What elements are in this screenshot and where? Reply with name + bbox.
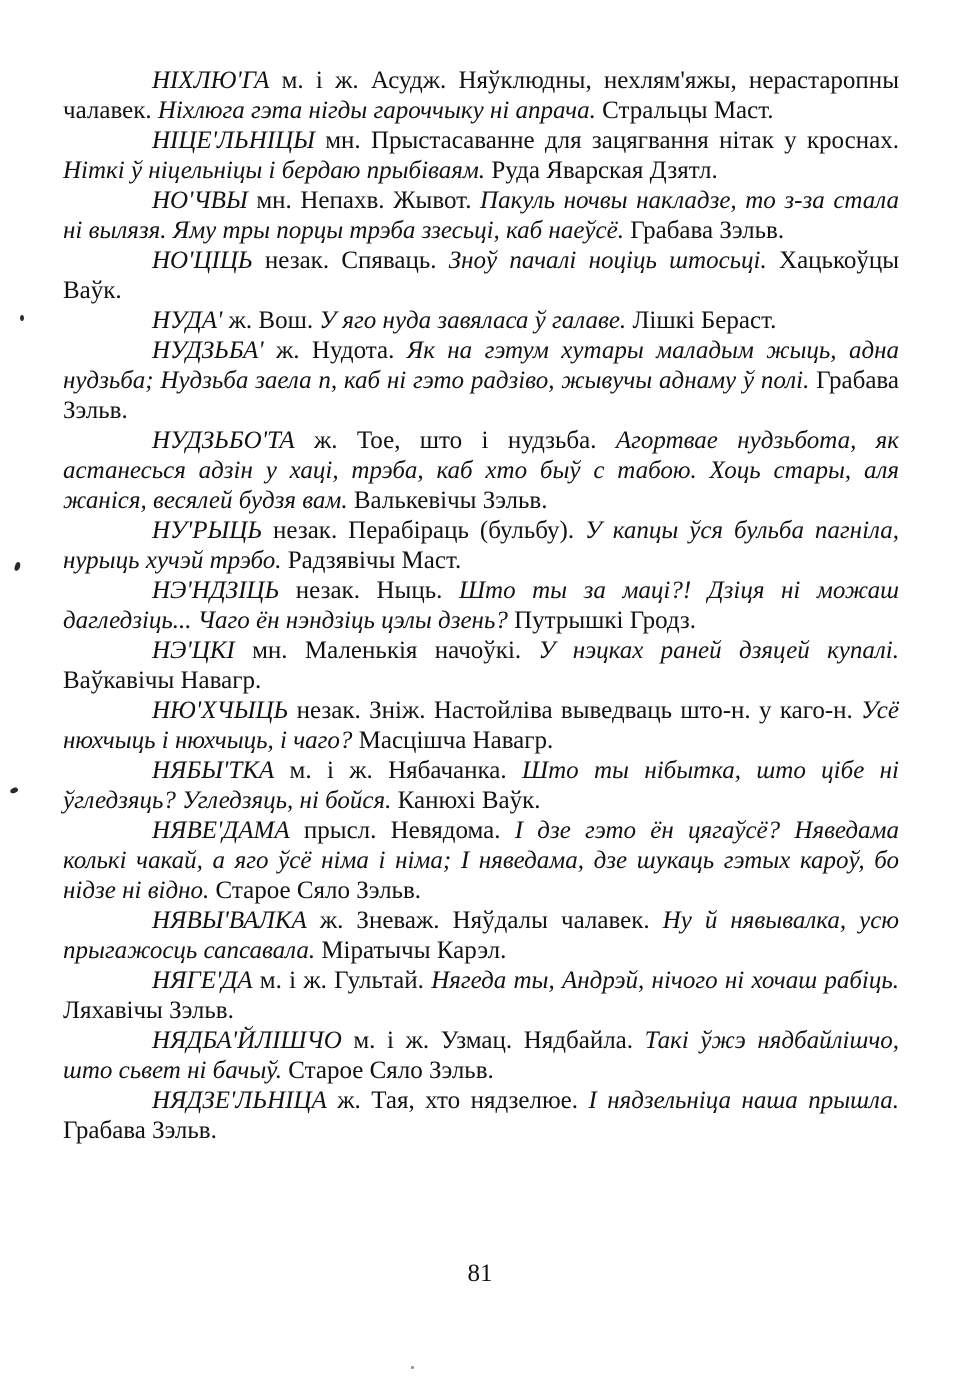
entry-example: Зноў пачалі ноціць штосьці. [448,247,780,274]
entry-example: Пакуль ночвы накладзе, то з-за стала ні вылязя. Яму тры порцы трэба ззесьці, каб наеўсё. [63,187,899,244]
entry-example: Ну й нявывалка, усю прыгажосць сапсавала. [63,907,899,964]
entry-grammar-definition: мн. Маленькія начоўкі. [252,637,539,664]
entry-example: Што ты за маці?! Дзіця ні можаш дагледзіць... Чаго ён нэндзіць цэлы дзень? [63,577,900,634]
scan-speck [9,787,18,795]
entry-example: Нягеда ты, Андрэй, нічого ні хочаш рабіць. [431,967,899,994]
entry-example: Усё нюхчыць і нюхчыць, і чаго? [63,697,899,754]
entry-example: Ніткі ў ніцельніцы і бердаю прыбіваям. [63,157,492,184]
entry-headword: НО'ЧВЫ [152,187,257,214]
entry-headword: НУ'РЫЦЬ [152,517,274,544]
dictionary-entry [63,186,899,246]
entry-grammar-definition: м. і ж. Гультай. [259,967,432,994]
dictionary-entry [63,306,899,336]
entry-headword: НЯДЗЕ'ЛЬНІЦА [152,1087,338,1114]
entry-grammar-definition: м. і ж. Узмац. Нядбайла. [353,1027,645,1054]
entry-grammar-definition: незак. Спяваць. [264,247,449,274]
entry-example: Што ты нібытка, што цібе ні ўгледзяць? Угледзяць, ні бойся. [63,757,899,814]
dictionary-entry [63,426,899,516]
entry-source: Грабава Зэльв. [630,217,785,244]
entry-headword: НУДЗЬБА' [152,337,276,364]
entry-headword: НІЦЕ'ЛЬНІЦЫ [152,127,326,154]
entry-grammar-definition: ж. Тая, хто нядзелюе. [337,1087,589,1114]
entry-headword: НЯБЫ'ТКА [152,757,290,784]
entry-example: І нядзельніца наша прышла. [588,1087,899,1114]
entry-headword: НЯДБА'ЙЛІШЧО [152,1027,354,1054]
entry-source: Масцішча Навагр. [358,727,554,754]
entry-grammar-definition: м. і ж. Асудж. Няўклюдны, нехлям'яжы, нерастаропны чалавек. [63,67,899,124]
entry-grammar-definition: м. і ж. Нябачанка. [289,757,522,784]
entry-example: У капцы ўся бульба пагніла, нурыць хучэй трэбо. [63,517,899,574]
entry-grammar-definition: мн. Прыстасаванне для зацягвання нітак у кроснах. [325,127,899,154]
entry-example: Такі ўжэ нядбайлішчо, што сьвет ні бачыў. [63,1027,899,1084]
scan-speck [14,561,22,571]
dictionary-entry [63,336,899,426]
entry-grammar-definition: ж. Тое, што і нудзьба. [314,427,616,454]
entry-source: Канюхі Ваўк. [397,787,541,814]
entry-grammar-definition: незак. Зніж. Настойліва выведваць што-н. у каго-н. [296,697,862,724]
entry-grammar-definition: прысл. Невядома. [303,817,515,844]
entry-grammar-definition: ж. Вош. [228,307,320,334]
entry-source: Грабава Зэльв. [63,367,899,424]
entry-headword: НЮ'ХЧЫЦЬ [152,697,297,724]
entry-source: Старое Сяло Зэльв. [215,877,422,904]
dictionary-entry [63,696,899,756]
scan-speck [20,315,24,321]
entry-source: Лішкі Бераст. [632,307,777,334]
entry-headword: НЭ'ЦКІ [152,637,253,664]
entry-example: У яго нуда завяласа ў галаве. [319,307,633,334]
entry-source: Міратычы Карэл. [321,937,507,964]
dictionary-entry [63,756,899,816]
entry-source: Грабава Зэльв. [63,1117,217,1144]
dictionary-entry [63,126,899,186]
dictionary-entry [63,636,899,696]
entry-example: І дзе гэто ён цягаўсё? Няведама колькі чакай, а яго ўсё німа і німа; І няведама, дзе шукаць гэтых кароў, бо нідзе ні відно. [63,817,899,904]
dictionary-entry [63,1026,899,1086]
entry-source: Руда Яварская Дзятл. [491,157,718,184]
dictionary-entry [63,576,899,636]
dictionary-entry [63,966,899,1026]
entry-source: Старое Сяло Зэльв. [288,1057,494,1084]
entry-grammar-definition: мн. Непахв. Жывот. [256,187,481,214]
entry-example: Як на гэтум хутары маладым жыць, адна нудзьба; Нудзьба заела п, каб ні гэто радзіво, жывучы аднаму ў полі. [63,337,899,394]
entry-source: Стральцы Маст. [602,97,774,124]
entry-source: Валькевічы Зэльв. [353,487,548,514]
entry-headword: НЯГЕ'ДА [152,967,260,994]
entry-example: Агортвае нудзьбота, як астанесься адзін у хаці, трэба, каб хто быў с табою. Хоць стары, аля жаніся, весялей будзя вам. [63,427,899,514]
dictionary-entry [63,66,899,126]
entry-grammar-definition: незак. Ныць. [295,577,459,604]
dictionary-entry [63,1086,899,1146]
entry-grammar-definition: ж. Нудота. [276,337,407,364]
entry-headword: НЭ'НДЗІЦЬ [152,577,296,604]
entry-headword: НІХЛЮ'ГА [152,67,282,94]
entry-source: Радзявічы Маст. [287,547,462,574]
entry-source: Ваўкавічы Навагр. [63,667,262,694]
entry-example: Ніхлюга гэта нігды гароччыку ні апрача. [157,97,603,124]
entry-headword: НУДА' [152,307,229,334]
entry-headword: НЯВЕ'ДАМА [152,817,304,844]
dictionary-entries [63,66,899,1146]
entry-source: Хацькоўцы Ваўк. [63,247,900,304]
dictionary-entry [63,246,899,306]
entry-source: Ляхавічы Зэльв. [63,997,234,1024]
entry-grammar-definition: незак. Перабіраць (бульбу). [273,517,586,544]
entry-headword: НО'ЦІЦЬ [152,247,265,274]
page-number: 81 [467,1260,493,1287]
entry-headword: НУДЗЬБО'ТА [152,427,315,454]
entry-headword: НЯВЫ'ВАЛКА [152,907,320,934]
dictionary-entry [63,906,899,966]
scan-speck [411,1366,414,1369]
dictionary-entry [63,816,899,906]
entry-source: Путрышкі Гродз. [514,607,697,634]
entry-grammar-definition: ж. Зневаж. Няўдалы чалавек. [319,907,663,934]
entry-example: У нэцках раней дзяцей купалі. [538,637,899,664]
dictionary-entry [63,516,899,576]
